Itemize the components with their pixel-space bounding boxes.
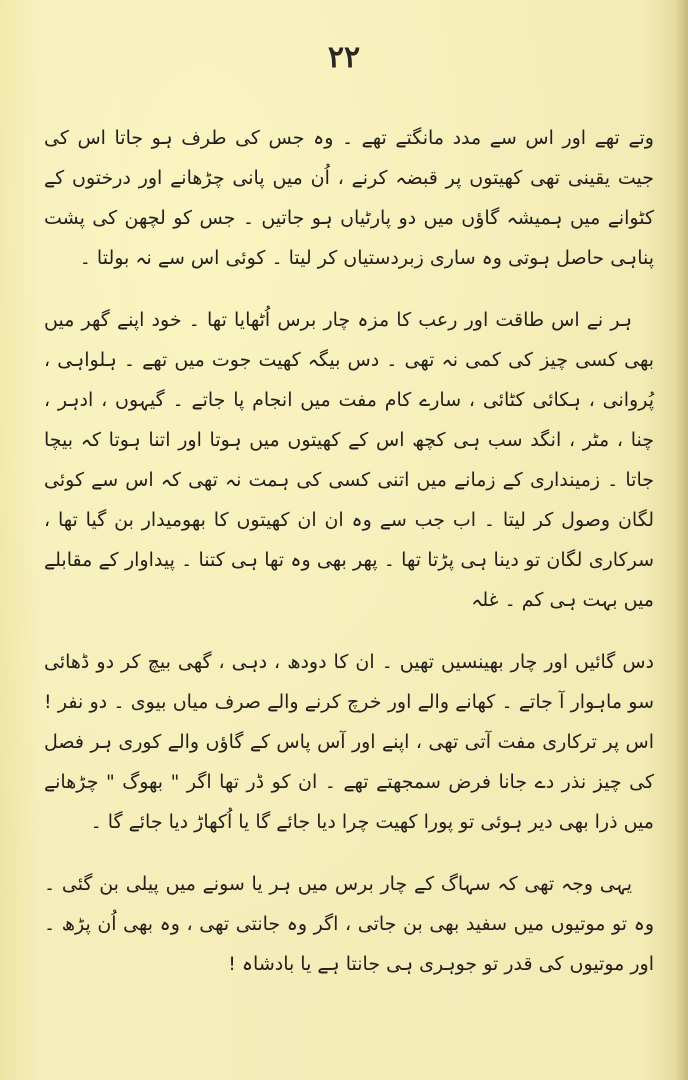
paragraph-1: وتے تھے اور اس سے مدد مانگتے تھے ۔ وہ جس کی طرف ہو جاتا اس کی جیت یقینی تھی کھیتوں پر قبضہ کرنے ، اُن میں پانی چڑھانے اور درختوں کے کٹوانے میں ہمیشہ گاؤں میں دو پارٹیاں ہو جاتیں ۔ جس کو لچھن کی پشت پناہی حاصل ہوتی وہ ساری زبردستیاں کر لیتا ۔ کوئی اس سے نہ بولتا ۔	[44, 127, 654, 269]
paragraph-4: یہی وجہ تھی کہ سہاگ کے چار برس میں ہر یا سونے میں پیلی بن گئی ۔ وہ تو موتیوں میں سفید بھی بن جاتی ، اگر وہ جانتی تھی ، وہ بھی اُن پڑھ ۔ اور موتیوں کی قدر تو جوہری ہی جانتا ہے یا بادشاہ !	[44, 873, 654, 975]
paragraph-2: ہر نے اس طاقت اور رعب کا مزہ چار برس اُٹھایا تھا ۔ خود اپنے گھر میں بھی کسی چیز کی کمی نہ تھی ۔ دس بیگہ کھیت جوت میں تھے ۔ ہلواہی ، پُروانی ، ہکائی کٹائی ، سارے کام مفت میں انجام پا جاتے ۔ گیہوں ، ادہر ، چنا ، مٹر ، انگد سب ہی کچھ اس کے کھیتوں میں ہوتا اور اتنا ہوتا کہ بیچا جاتا ۔ زمینداری کے زمانے میں اتنی کسی کی ہمت نہ تھی کہ اس سے کوئی لگان وصول کر لیتا ۔ اب جب سے وہ ان ان کھیتوں کا بھومیدار بن گیا تھا ، سرکاری لگان تو دینا ہی پڑتا تھا ۔ پھر بھی وہ تھا ہی کتنا ۔ پیداوار کے مقابلے میں بہت ہی کم ۔ غلہ	[44, 309, 654, 611]
paragraph-3: دس گائیں اور چار بھینسیں تھیں ۔ ان کا دودھ ، دہی ، گھی بیچ کر دو ڈھائی سو ماہوار آ جاتے ۔ کھانے والے اور خرچ کرنے والے صرف میاں بیوی ۔ دو نفر ! اس پر ترکاری مفت آتی تھی ، اپنے اور آس پاس کے گاؤں والے کوری ہر فصل کی چیز نذر دے جانا فرض سمجھتے تھے ۔ ان کو ڈر تھا اگر " بھوگ " چڑھانے میں ذرا بھی دیر ہوئی تو پورا کھیت چرا دیا جائے گا یا اُکھاڑ دیا جائے گا ۔	[44, 651, 654, 833]
spine-shadow	[674, 0, 688, 1080]
page-number: ۲۲	[327, 40, 361, 75]
body-text	[44, 118, 654, 1006]
